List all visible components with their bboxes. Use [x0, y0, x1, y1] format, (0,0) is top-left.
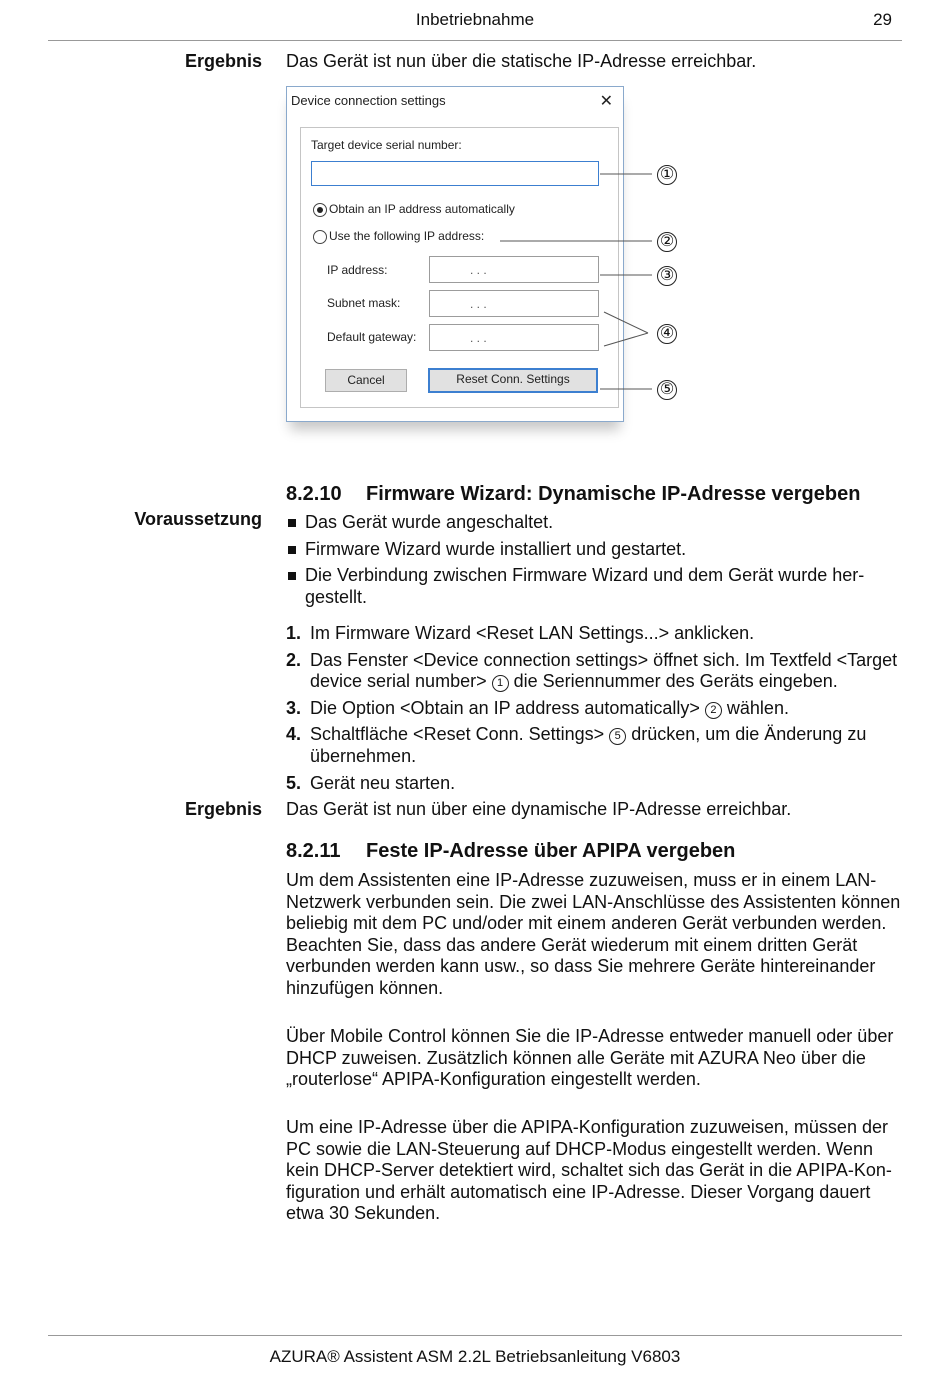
callout-2: ②	[657, 232, 677, 252]
ip-address-label: IP address:	[327, 263, 388, 277]
running-header-title: Inbetriebnahme	[415, 10, 535, 29]
step-text: Im Firmware Wizard <Reset LAN Settings...> anklicken.	[310, 623, 755, 643]
step-number: 3.	[286, 697, 302, 718]
step-text: die Seriennummer des Geräts eingeben.	[508, 671, 838, 692]
section-8211-number: 8.2.11	[286, 840, 341, 862]
default-gateway-dots: . . .	[470, 331, 487, 345]
paragraph: Um dem Assistenten eine IP-Adresse zuzuweisen, muss er in einem LAN-Netzwerk verbunden sein. Die zwei LAN-Anschlüsse des Assistenten können beliebig mit dem PC und/oder mit einem anderen Gerät verbunden werden. Beachten Sie, dass das andere Gerät wiederum mit einem dritten Gerät verbunden werden kann usw., so dass Sie mehrere Geräte hintereinander hinzufügen können.	[286, 870, 901, 998]
callout-4: ④	[657, 324, 677, 344]
result-label: Ergebnis	[184, 51, 262, 71]
step-item	[286, 773, 906, 795]
list-item: Firmware Wizard wurde installiert und gestartet.	[286, 539, 906, 561]
callout-ref: 5	[609, 728, 626, 745]
prerequisite-label: Voraussetzung	[134, 509, 262, 529]
paragraph: Um eine IP-Adresse über die APIPA-Konfiguration zuzuweisen, müssen der PC sowie die LAN-Steuerung auf DHCP-Modus eingestellt werden. Wenn kein DHCP-Server detektiert wird, schaltet sich das Gerät in die APIPA-Konfiguration und erhält automatisch eine IP-Adresse. Dieser Vorgang dauert etwa 30 Sekunden.	[286, 1117, 892, 1224]
section-8210-heading	[286, 483, 860, 506]
callout-lines	[0, 0, 950, 460]
prerequisite-list	[286, 512, 906, 613]
step-item	[286, 650, 906, 693]
radio-auto-label: Obtain an IP address automatically	[329, 202, 515, 216]
result-text: Das Gerät ist nun über die statische IP-Adresse erreichbar.	[286, 51, 757, 71]
step-text: Das Fenster <Device connection settings> öffnet sich. Im Textfeld <Target device serial number>	[310, 649, 898, 692]
section-8210-title: Firmware Wizard: Dynamische IP-Adresse vergeben	[366, 483, 861, 505]
list-item: Das Gerät wurde angeschaltet.	[286, 512, 906, 534]
page-number: 29	[873, 10, 892, 29]
step-number: 4.	[286, 724, 302, 745]
callout-5: ⑤	[657, 380, 677, 400]
section-8211-para-1	[286, 870, 906, 1000]
ip-address-dots: . . .	[470, 263, 487, 277]
dialog-title: Device connection settings	[291, 93, 446, 108]
default-gateway-label: Default gateway:	[327, 330, 417, 344]
cancel-button[interactable]: Cancel	[325, 369, 407, 392]
steps-list	[286, 623, 906, 799]
section-8211-para-2	[286, 1026, 906, 1091]
section-8211-title: Feste IP-Adresse über APIPA vergeben	[366, 840, 736, 862]
step-text: Schaltfläche <Reset Conn. Settings>	[310, 724, 610, 745]
paragraph: Über Mobile Control können Sie die IP-Adresse entweder manuell oder über DHCP zuweisen. Zusätzlich können alle Geräte mit AZURA Neo über die „routerlose“ APIPA-Konfiguration eingestellt werden.	[286, 1026, 894, 1090]
step-number: 1.	[286, 623, 302, 643]
close-icon[interactable]: ✕	[599, 93, 613, 110]
callout-ref: 2	[705, 702, 722, 719]
step-text: drücken, um die Änderung zu übernehmen.	[310, 724, 867, 766]
step-number: 2.	[286, 649, 302, 670]
result-text-2: Das Gerät ist nun über eine dynamische IP-Adresse erreichbar.	[286, 799, 792, 819]
step-number: 5.	[286, 772, 302, 793]
serial-label: Target device serial number:	[311, 138, 462, 152]
subnet-mask-dots: . . .	[470, 297, 487, 311]
section-8211-heading	[286, 840, 735, 863]
step-text: Die Option <Obtain an IP address automatically>	[310, 697, 705, 718]
callout-1: ①	[657, 165, 677, 185]
footer-rule	[48, 1335, 902, 1336]
callout-line-4b	[604, 333, 648, 346]
list-item: Die Verbindung zwischen Firmware Wizard und dem Gerät wurde hergestellt.	[286, 565, 906, 608]
subnet-mask-label: Subnet mask:	[327, 296, 401, 310]
step-item	[286, 698, 906, 720]
step-text: Gerät neu starten.	[310, 772, 456, 793]
footer-text: AZURA® Assistent ASM 2.2L Betriebsanleitung V6803	[269, 1347, 681, 1366]
radio-manual-label: Use the following IP address:	[329, 229, 485, 243]
step-text: wählen.	[721, 697, 789, 718]
result-label-2: Ergebnis	[184, 799, 262, 819]
callout-3: ③	[657, 266, 677, 286]
callout-line-4a	[604, 312, 648, 333]
callout-ref: 1	[492, 675, 509, 692]
section-8210-number: 8.2.10	[286, 483, 342, 505]
step-item	[286, 724, 906, 767]
step-item	[286, 623, 906, 645]
reset-conn-settings-button[interactable]: Reset Conn. Settings	[428, 368, 598, 393]
section-8211-para-3	[286, 1117, 906, 1225]
